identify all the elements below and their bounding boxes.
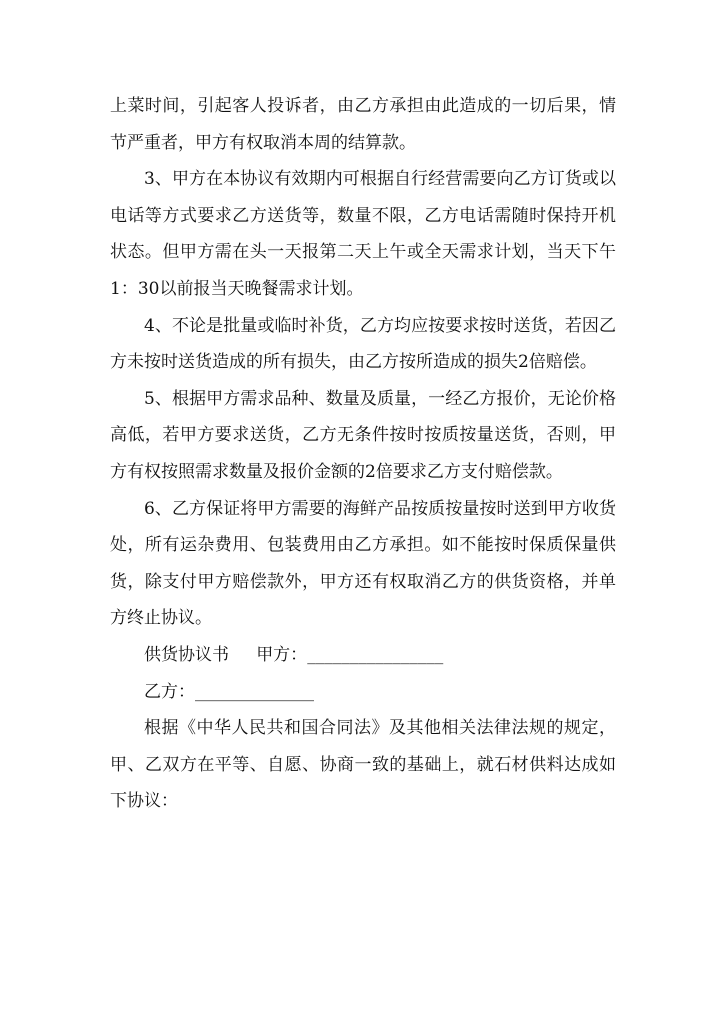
document-body — [110, 88, 616, 820]
clause-6-paragraph: 6、乙方保证将甲方需要的海鲜产品按质按量按时送到甲方收货处，所有运杂费用、包装费用由乙方承担。如不能按时保质保量供货，除支付甲方赔偿款外，甲方还有权取消乙方的供货资格，并单方终止协议。 — [110, 498, 616, 629]
party-a-blank: ________________ — [307, 644, 444, 665]
title-and-party-a-line — [110, 637, 616, 674]
party-a-label: 甲方： — [256, 644, 308, 665]
clause-3-paragraph: 3、甲方在本协议有效期内可根据自行经营需要向乙方订货或以电话等方式要求乙方送货等，数量不限，乙方电话需随时保持开机状态。但甲方需在头一天报第二天上午或全天需求计划，当天下午1：30以前报当天晚餐需求计划。 — [110, 169, 616, 299]
clause-5-paragraph: 5、根据甲方需求品种、数量及质量，一经乙方报价，无论价格高低，若甲方要求送货，乙方无条件按时按质按量送货，否则，甲方有权按照需求数量及报价金额的2倍要求乙方支付赔偿款。 — [110, 388, 616, 482]
agreement-title: 供货协议书 — [144, 644, 229, 665]
party-b-line — [110, 674, 616, 711]
paragraph-continuation: 上菜时间，引起客人投诉者，由乙方承担由此造成的一切后果，情节严重者，甲方有权取消本周的结算款。 — [110, 96, 616, 153]
party-b-label: 乙方： — [144, 681, 195, 702]
clause-4-paragraph: 4、不论是批量或临时补货，乙方均应按要求按时送货，若因乙方未按时送货造成的所有损失，由乙方按所造成的损失2倍赔偿。 — [110, 315, 616, 373]
preamble-paragraph: 根据《中华人民共和国合同法》及其他相关法律法规的规定，甲、乙双方在平等、自愿、协商一致的基础上，就石材供料达成如下协议： — [110, 718, 616, 812]
party-b-blank: ______________ — [195, 681, 314, 702]
